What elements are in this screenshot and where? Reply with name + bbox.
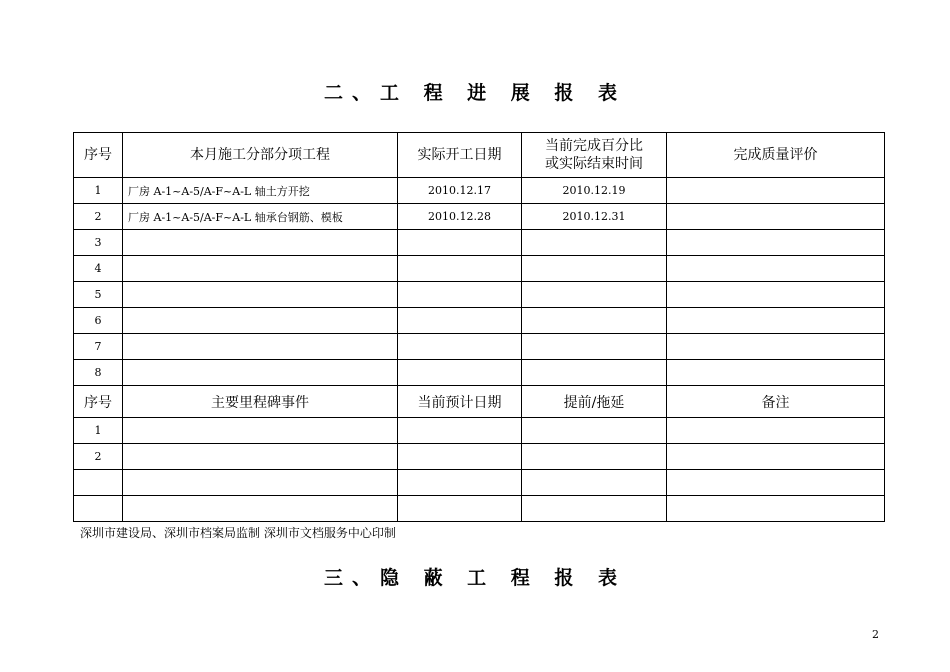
row-seq [74, 470, 123, 496]
row-actual-start: 2010.12.17 [398, 178, 522, 204]
row-advance-delay [522, 496, 667, 522]
row-work-item [123, 334, 398, 360]
row-actual-start [398, 256, 522, 282]
header-advance-delay: 提前/拖延 [522, 386, 667, 418]
table-row [74, 496, 885, 522]
row-completion [522, 308, 667, 334]
row-planned-date [398, 444, 522, 470]
row-advance-delay [522, 444, 667, 470]
row-completion [522, 282, 667, 308]
progress-header-row [74, 133, 885, 178]
row-quality [667, 230, 885, 256]
header-work-item: 本月施工分部分项工程 [123, 133, 398, 178]
row-planned-date [398, 418, 522, 444]
row-seq: 6 [74, 308, 123, 334]
row-completion [522, 360, 667, 386]
row-actual-start [398, 360, 522, 386]
table-row [74, 204, 885, 230]
row-milestone-event [123, 444, 398, 470]
header-quality: 完成质量评价 [667, 133, 885, 178]
row-seq: 2 [74, 444, 123, 470]
row-seq [74, 496, 123, 522]
header-seq: 序号 [74, 133, 123, 178]
row-advance-delay [522, 418, 667, 444]
row-actual-start [398, 334, 522, 360]
row-actual-start [398, 282, 522, 308]
row-work-item [123, 360, 398, 386]
header-completion [522, 133, 667, 178]
table-row [74, 256, 885, 282]
row-seq: 1 [74, 418, 123, 444]
row-work-item [123, 256, 398, 282]
header-milestone-event: 主要里程碑事件 [123, 386, 398, 418]
row-quality [667, 334, 885, 360]
table-row [74, 470, 885, 496]
row-quality [667, 308, 885, 334]
row-seq: 4 [74, 256, 123, 282]
row-remarks [667, 470, 885, 496]
row-work-item [123, 308, 398, 334]
row-seq: 7 [74, 334, 123, 360]
row-seq: 8 [74, 360, 123, 386]
row-completion [522, 256, 667, 282]
row-completion: 2010.12.31 [522, 204, 667, 230]
row-quality [667, 256, 885, 282]
row-remarks [667, 418, 885, 444]
row-work-item [123, 230, 398, 256]
row-remarks [667, 496, 885, 522]
table-row [74, 418, 885, 444]
progress-report-table [73, 132, 885, 522]
table-row [74, 334, 885, 360]
header-completion-line2: 或实际结束时间 [545, 156, 643, 172]
header-planned-date: 当前预计日期 [398, 386, 522, 418]
row-advance-delay [522, 470, 667, 496]
row-quality [667, 178, 885, 204]
row-quality [667, 282, 885, 308]
row-milestone-event [123, 470, 398, 496]
table-row [74, 178, 885, 204]
row-completion: 2010.12.19 [522, 178, 667, 204]
row-completion [522, 334, 667, 360]
milestone-header-row [74, 386, 885, 418]
row-milestone-event [123, 496, 398, 522]
row-seq: 5 [74, 282, 123, 308]
row-completion [522, 230, 667, 256]
row-seq: 3 [74, 230, 123, 256]
row-actual-start [398, 308, 522, 334]
row-milestone-event [123, 418, 398, 444]
header-seq: 序号 [74, 386, 123, 418]
supervision-footer: 深圳市建设局、深圳市档案局监制 深圳市文档服务中心印制 [80, 526, 396, 540]
table-row [74, 308, 885, 334]
section-two-title: 二、工 程 进 展 报 表 [323, 82, 627, 104]
section-three-title: 三、隐 蔽 工 程 报 表 [323, 567, 627, 589]
row-planned-date [398, 470, 522, 496]
table-row [74, 282, 885, 308]
row-planned-date [398, 496, 522, 522]
header-remarks: 备注 [667, 386, 885, 418]
header-completion-line1: 当前完成百分比 [545, 138, 643, 154]
table-row [74, 230, 885, 256]
table-row [74, 360, 885, 386]
row-actual-start: 2010.12.28 [398, 204, 522, 230]
row-work-item: 厂房 A-1~A-5/A-F~A-L 轴承台钢筋、模板 [123, 204, 398, 230]
row-quality [667, 204, 885, 230]
row-actual-start [398, 230, 522, 256]
row-work-item [123, 282, 398, 308]
row-seq: 2 [74, 204, 123, 230]
table-row [74, 444, 885, 470]
row-seq: 1 [74, 178, 123, 204]
row-quality [667, 360, 885, 386]
row-work-item: 厂房 A-1~A-5/A-F~A-L 轴土方开挖 [123, 178, 398, 204]
page-number: 2 [872, 628, 879, 641]
row-remarks [667, 444, 885, 470]
header-actual-start: 实际开工日期 [398, 133, 522, 178]
